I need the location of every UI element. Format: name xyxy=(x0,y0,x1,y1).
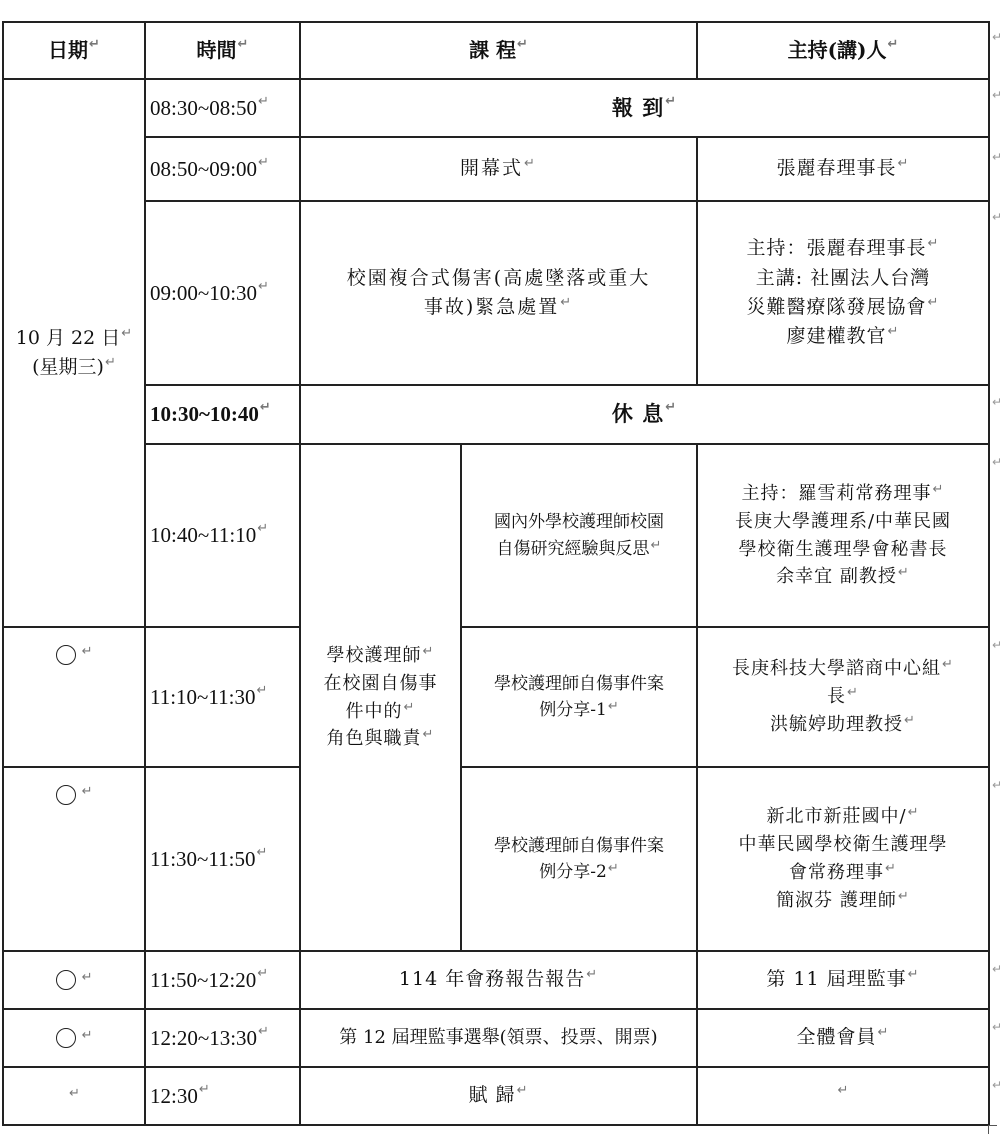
time-cell: 08:30~08:50↵ xyxy=(145,79,300,137)
row-end-mark: ↵ xyxy=(992,778,1002,792)
header-host: 主持(講)人↵ xyxy=(697,22,989,79)
mark-cell: ↵ xyxy=(3,767,145,951)
row-end-mark: ↵ xyxy=(992,638,1002,652)
course-cell: 休 息↵ xyxy=(300,385,989,444)
time-cell: 11:10~11:30↵ xyxy=(145,627,300,767)
row-end-mark: ↵ xyxy=(992,1020,1002,1034)
row-end-mark: ↵ xyxy=(992,1078,1002,1092)
row-end-mark: ↵ xyxy=(992,210,1002,224)
page-corner-mark xyxy=(988,1125,997,1134)
table-row xyxy=(3,1067,989,1125)
host-cell: 全體會員↵ xyxy=(697,1009,989,1067)
course-cell: 第 12 屆理監事選舉(領票、投票、開票) xyxy=(300,1009,697,1067)
host-cell: 主持：羅雪莉常務理事↵ 長庚大學護理系/中華民國 學校衛生護理學會秘書長 余幸宜 副教授↵ xyxy=(697,444,989,627)
course-cell: 報 到↵ xyxy=(300,79,989,137)
session-title-cell: 學校護理師↵ 在校園自傷事 件中的↵ 角色與職責↵ xyxy=(300,444,461,951)
table-row xyxy=(3,627,989,767)
circle-mark-icon xyxy=(56,1028,76,1048)
time-cell: 11:50~12:20↵ xyxy=(145,951,300,1009)
circle-mark-icon xyxy=(56,785,76,805)
topic-cell: 學校護理師自傷事件案 例分享-2↵ xyxy=(461,767,697,951)
mark-cell: ↵ xyxy=(3,627,145,767)
header-row xyxy=(3,22,989,79)
course-cell: 114 年會務報告報告↵ xyxy=(300,951,697,1009)
row-end-mark: ↵ xyxy=(992,88,1002,102)
date-cell: 10 月 22 日↵ (星期三)↵ xyxy=(3,79,145,627)
host-cell: 長庚科技大學諮商中心組↵ 長↵ 洪毓婷助理教授↵ xyxy=(697,627,989,767)
host-cell: ↵ xyxy=(697,1067,989,1125)
time-cell: 12:30↵ xyxy=(145,1067,300,1125)
course-cell: 賦 歸↵ xyxy=(300,1067,697,1125)
header-date: 日期↵ xyxy=(3,22,145,79)
host-cell: 主持：張麗春理事長↵ 主講: 社團法人台灣 災難醫療隊發展協會↵ 廖建權教官↵ xyxy=(697,201,989,385)
table-row xyxy=(3,444,989,627)
circle-mark-icon xyxy=(56,970,76,990)
schedule-table xyxy=(2,21,990,1126)
row-end-mark: ↵ xyxy=(992,962,1002,976)
row-end-mark: ↵ xyxy=(992,150,1002,164)
header-time: 時間↵ xyxy=(145,22,300,79)
row-end-mark: ↵ xyxy=(992,395,1002,409)
time-cell: 10:30~10:40↵ xyxy=(145,385,300,444)
host-cell: 新北市新莊國中/↵ 中華民國學校衛生護理學 會常務理事↵ 簡淑芬 護理師↵ xyxy=(697,767,989,951)
course-cell: 校園複合式傷害(高處墜落或重大 事故)緊急處置↵ xyxy=(300,201,697,385)
table-row xyxy=(3,767,989,951)
table-row xyxy=(3,951,989,1009)
table-row xyxy=(3,79,989,137)
time-cell: 10:40~11:10↵ xyxy=(145,444,300,627)
time-cell: 08:50~09:00↵ xyxy=(145,137,300,201)
mark-cell: ↵ xyxy=(3,1009,145,1067)
time-cell: 11:30~11:50↵ xyxy=(145,767,300,951)
mark-cell: ↵ xyxy=(3,1067,145,1125)
topic-cell: 國內外學校護理師校園 自傷研究經驗與反思↵ xyxy=(461,444,697,627)
header-course: 課 程↵ xyxy=(300,22,697,79)
course-cell: 開幕式↵ xyxy=(300,137,697,201)
circle-mark-icon xyxy=(56,645,76,665)
time-cell: 12:20~13:30↵ xyxy=(145,1009,300,1067)
host-cell: 第 11 屆理監事↵ xyxy=(697,951,989,1009)
table-row xyxy=(3,1009,989,1067)
row-end-mark: ↵ xyxy=(992,455,1002,469)
table-row xyxy=(3,201,989,385)
topic-cell: 學校護理師自傷事件案 例分享-1↵ xyxy=(461,627,697,767)
table-row xyxy=(3,137,989,201)
mark-cell: ↵ xyxy=(3,951,145,1009)
row-end-mark: ↵ xyxy=(992,30,1002,44)
host-cell: 張麗春理事長↵ xyxy=(697,137,989,201)
table-row xyxy=(3,385,989,444)
time-cell: 09:00~10:30↵ xyxy=(145,201,300,385)
